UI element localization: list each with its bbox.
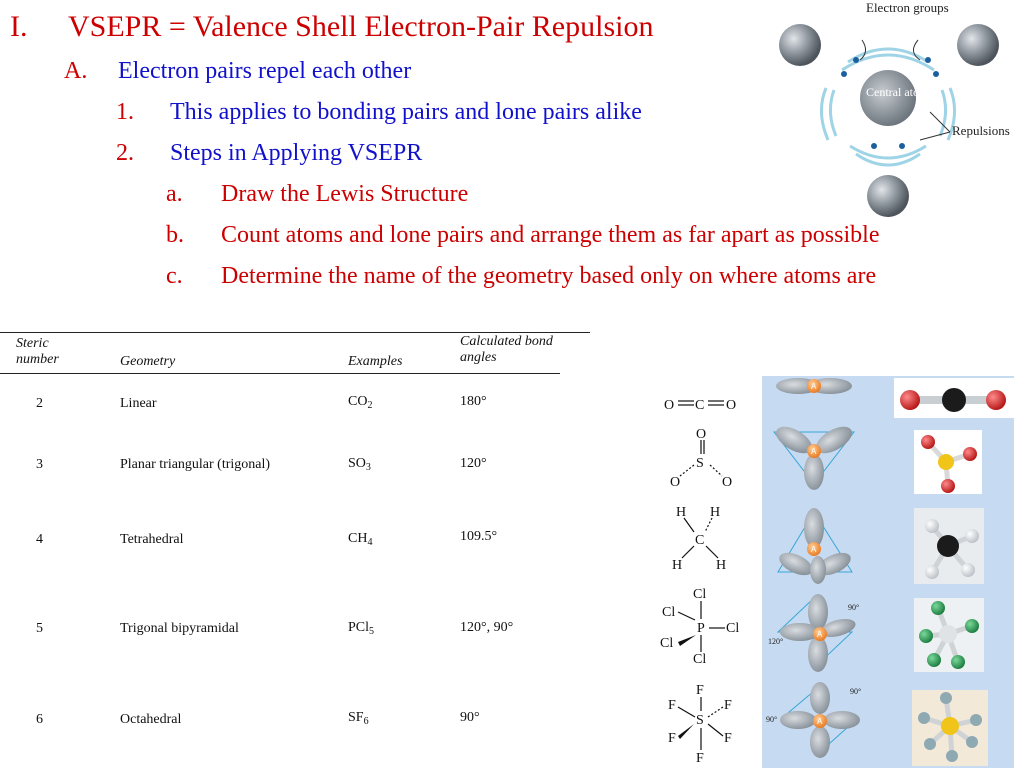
outline-text: This applies to bonding pairs and lone pairs alike <box>170 99 642 125</box>
outline-text: Steps in Applying VSEPR <box>170 140 423 166</box>
atom-label: F <box>696 751 704 766</box>
geometry-name: Tetrahedral <box>120 532 184 547</box>
atom-label: O <box>664 398 675 413</box>
electron-group-ball <box>867 175 909 217</box>
bond-angle: 120° <box>460 456 487 471</box>
bond-angle: 90° <box>460 710 480 725</box>
atom-a-label: A <box>811 447 817 456</box>
steric-number: 2 <box>36 396 43 411</box>
atom-label: F <box>668 731 676 746</box>
atom-label: H <box>710 505 721 520</box>
geometry-name: Octahedral <box>120 712 182 727</box>
example-formula: PCl$_5$ <box>348 620 375 637</box>
example-formula: $CO_2$ <box>348 394 373 411</box>
atom-label: Cl <box>693 587 707 602</box>
outline-marker: 2. <box>116 140 134 166</box>
header-steric-number: Steric number <box>16 336 59 367</box>
table-top-rule <box>0 332 590 333</box>
outline-marker: c. <box>166 263 183 289</box>
outline-marker: A. <box>64 58 88 84</box>
atom-a-label: A <box>811 545 817 554</box>
atom-label: F <box>724 731 732 746</box>
steric-number: 5 <box>36 621 43 636</box>
electron-groups-figure <box>770 0 1024 222</box>
header-geometry: Geometry <box>120 354 176 369</box>
steric-number: 6 <box>36 712 43 727</box>
atom-label: O <box>726 398 737 413</box>
atom-label: P <box>697 621 705 636</box>
atom-label: Cl <box>726 621 740 636</box>
outline-marker: b. <box>166 222 184 248</box>
atom-label: F <box>668 698 676 713</box>
steric-number: 4 <box>36 532 43 547</box>
atom-label: F <box>724 698 732 713</box>
atom-label: Cl <box>660 636 674 651</box>
atom-label: S <box>696 713 704 728</box>
outline-text: Count atoms and lone pairs and arrange them as far apart as possible <box>221 222 880 248</box>
outline-text: Electron pairs repel each other <box>118 58 412 84</box>
lewis-structures <box>640 376 762 768</box>
geometry-name: Linear <box>120 396 157 411</box>
table-header-rule <box>0 373 560 374</box>
example-formula: $SO_3$ <box>348 456 371 473</box>
outline-marker: I. <box>10 10 28 43</box>
electron-groups-label: Electron groups <box>866 0 949 15</box>
outline-marker: 1. <box>116 99 134 125</box>
atom-label: S <box>696 456 704 471</box>
bond-angle: 120°, 90° <box>460 620 514 635</box>
atom-a-label: A <box>817 630 823 639</box>
atom-a-label: A <box>811 382 817 391</box>
atom-a-label: A <box>817 717 823 726</box>
atom-label: Cl <box>662 605 676 620</box>
geometry-name: Planar triangular (trigonal) <box>120 457 271 472</box>
atom-label: C <box>695 533 705 548</box>
atom-label: H <box>716 558 727 573</box>
atom-label: O <box>696 427 707 442</box>
atom-label: O <box>670 475 681 490</box>
example-formula: $CH_4$ <box>348 531 373 548</box>
outline-text: Draw the Lewis Structure <box>221 181 469 207</box>
electron-group-ball <box>779 24 821 66</box>
angle-label: 90° <box>766 715 778 724</box>
atom-label: C <box>695 398 705 413</box>
atom-label: F <box>696 683 704 698</box>
atom-label: H <box>676 505 687 520</box>
geometry-name: Trigonal bipyramidal <box>120 621 239 636</box>
bond-angle: 180° <box>460 394 487 409</box>
repulsions-label: Repulsions <box>952 123 1010 138</box>
slide-title: VSEPR = Valence Shell Electron-Pair Repulsion <box>68 10 654 43</box>
atom-label: O <box>722 475 733 490</box>
outline-marker: a. <box>166 181 183 207</box>
electron-group-ball <box>957 24 999 66</box>
header-examples: Examples <box>348 354 403 369</box>
example-formula: $SF_6$ <box>348 710 369 727</box>
angle-label: 90° <box>850 687 862 696</box>
steric-number: 3 <box>36 457 43 472</box>
outline-text: Determine the name of the geometry based only on where atoms are <box>221 263 877 289</box>
angle-label: 120° <box>768 637 784 646</box>
orbital-diagrams <box>762 376 1024 768</box>
central-atom-label: Central atom <box>866 85 929 99</box>
bond-angle: 109.5° <box>460 529 498 544</box>
angle-label: 90° <box>848 603 860 612</box>
atom-label: H <box>672 558 683 573</box>
atom-label: Cl <box>693 652 707 667</box>
header-bond-angles: Calculated bond angles <box>460 334 553 365</box>
